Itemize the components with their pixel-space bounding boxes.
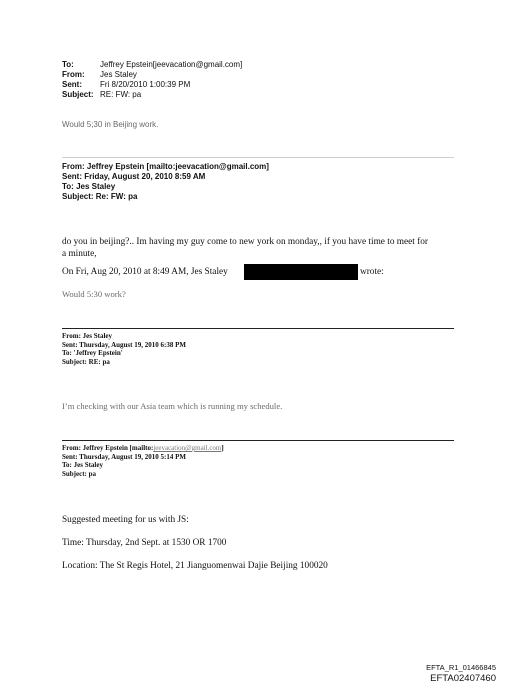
divider [62, 328, 454, 329]
header-row-to [62, 60, 242, 70]
email3-subject: Subject: RE: pa [62, 357, 110, 366]
email2-body-line1: do you in beijing?.. Im having my guy come to new york on monday,, if you have time to meet for [62, 237, 429, 247]
email4-from-prefix: From: Jeffrey Epstein [mailto: [62, 444, 154, 452]
to-value: Jeffrey Epstein[jeevacation@gmail.com] [100, 60, 243, 69]
email1-body: Would 5;30 in Beijing work. [62, 120, 159, 129]
header-row-sent [62, 80, 242, 90]
email2-sent: Sent: Friday, August 20, 2010 8:59 AM [62, 172, 206, 181]
to-label: To: [62, 60, 74, 69]
from-label: From: [62, 70, 85, 79]
email3-from: From: Jes Staley [62, 332, 113, 340]
email1-header [62, 60, 242, 100]
divider [62, 440, 454, 441]
email4-body-line2: Time: Thursday, 2nd Sept. at 1530 OR 1700 [62, 538, 227, 548]
email4-to: To: Jes Staley [62, 461, 103, 470]
email4-body-line3: Location: The St Regis Hotel, 21 Jianguomenwai Dajie Beijing 100020 [62, 561, 328, 571]
quoted-text: Would 5:30 work? [62, 289, 126, 299]
sent-value: Fri 8/20/2010 1:00:39 PM [100, 80, 191, 89]
email3-body: I’m checking with our Asia team which is running my schedule. [62, 401, 283, 411]
email4-from-suffix: ] [221, 444, 224, 452]
email3-sent: Sent: Thursday, August 19, 2010 6:38 PM [62, 340, 186, 349]
email2-body-line2: a minute, [62, 249, 97, 259]
header-row-subject [62, 90, 242, 100]
divider [62, 157, 454, 158]
email4-from-link[interactable]: jeevacation@gmail.com [153, 444, 222, 452]
quote-wrote: wrote: [360, 267, 384, 277]
footer-id-1: EFTA_R1_01466845 [426, 663, 496, 672]
email4-from [62, 444, 224, 453]
header-row-from [62, 70, 242, 80]
email4-sent: Sent: Thursday, August 19, 2010 5:14 PM [62, 452, 186, 461]
email2-subject: Subject: Re: FW: pa [62, 192, 138, 201]
email4-subject: Subject: pa [62, 469, 97, 478]
redaction-box [244, 264, 358, 280]
email4-header [62, 444, 224, 478]
quote-intro: On Fri, Aug 20, 2010 at 8:49 AM, Jes Staley [62, 267, 228, 277]
email2-header [62, 162, 269, 202]
email2-body [62, 236, 428, 260]
footer-id-2: EFTA02407460 [430, 673, 496, 684]
subject-value: RE: FW: pa [100, 90, 142, 99]
email2-from: From: Jeffrey Epstein [mailto:jeevacation@gmail.com] [62, 162, 269, 171]
from-value: Jes Staley [100, 70, 137, 79]
subject-label: Subject: [62, 90, 94, 99]
email3-to: To: 'Jeffrey Epstein' [62, 349, 123, 358]
email2-to: To: Jes Staley [62, 182, 116, 191]
sent-label: Sent: [62, 80, 82, 89]
email4-body-line1: Suggested meeting for us with JS: [62, 515, 189, 525]
email3-header [62, 332, 186, 366]
